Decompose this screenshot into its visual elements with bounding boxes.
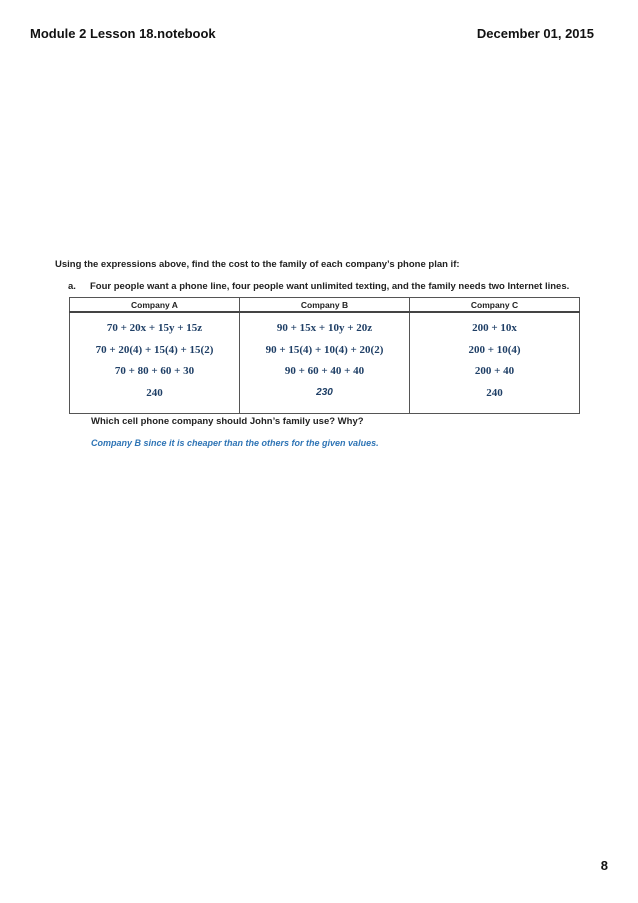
company-a-total: 240 [146,386,163,399]
company-c-total: 240 [486,386,503,399]
column-header-company-c: Company C [410,298,580,313]
column-header-company-a: Company A [70,298,240,313]
table-header-row [70,298,580,313]
company-a-substitution: 70 + 20(4) + 15(4) + 15(2) [95,343,214,356]
answer-text: Company B since it is cheaper than the others for the given values. [91,438,379,448]
page-number: 8 [600,858,608,873]
part-a [68,281,569,292]
company-c-work-cell [410,312,580,414]
company-c-terms: 200 + 40 [474,365,515,377]
company-b-expression: 90 + 15x + 10y + 20z [276,322,373,334]
company-c-substitution: 200 + 10(4) [468,343,521,356]
part-a-label: a. [68,281,76,292]
company-c-expression: 200 + 10x [472,322,517,334]
company-b-total: 230 [316,386,333,398]
company-a-terms: 70 + 80 + 60 + 30 [114,365,195,377]
company-b-work-cell [240,312,410,414]
company-b-substitution: 90 + 15(4) + 10(4) + 20(2) [265,343,384,356]
company-a-work-cell [70,312,240,414]
instruction-text: Using the expressions above, find the cost to the family of each company’s phone plan if: [55,259,460,270]
company-b-terms: 90 + 60 + 40 + 40 [284,365,365,377]
phone-plan-table [69,297,580,414]
notebook-date: December 01, 2015 [476,26,594,41]
question-text: Which cell phone company should John’s family use? Why? [91,416,364,427]
part-a-text: Four people want a phone line, four people want unlimited texting, and the family needs two Internet lines. [90,281,570,292]
table-row [70,312,580,414]
notebook-title: Module 2 Lesson 18.notebook [30,26,216,41]
column-header-company-b: Company B [240,298,410,313]
company-a-expression: 70 + 20x + 15y + 15z [106,322,203,334]
